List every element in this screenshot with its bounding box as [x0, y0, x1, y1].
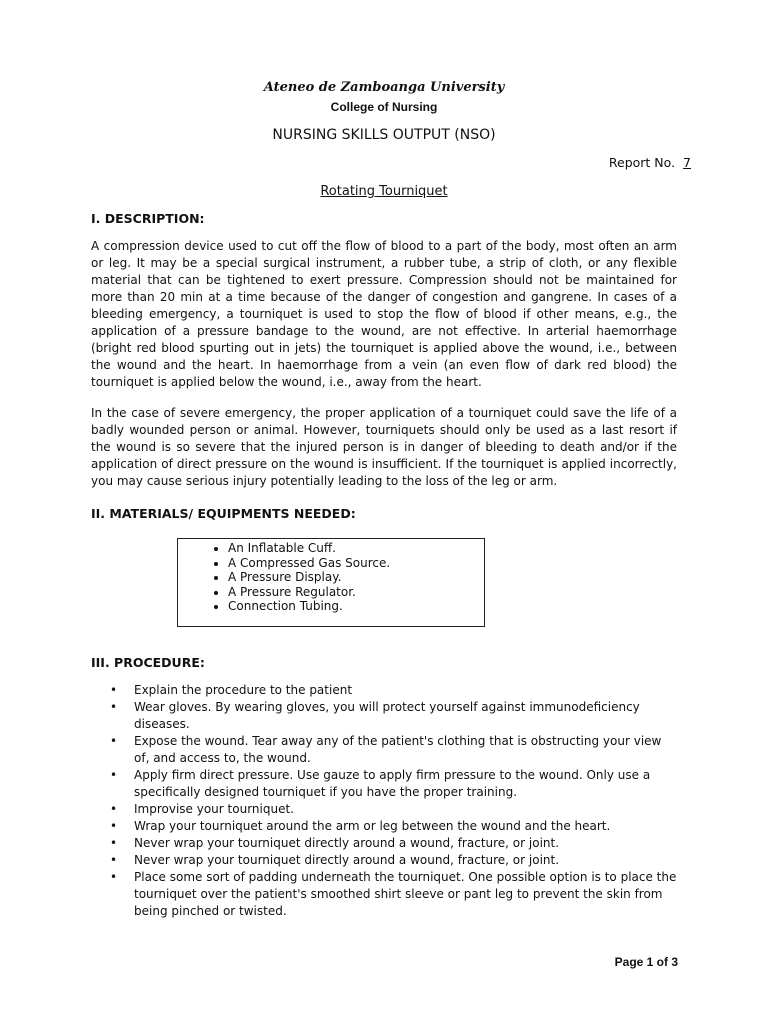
procedure-list — [134, 682, 679, 920]
description-paragraph-1: A compression device used to cut off the flow of blood to a part of the body, most often an arm or leg. It may be a special surgical instrument, a rubber tube, a strip of cloth, or any flexible material that can be tightened to exert pressure. Compression should not be maintained for more than 20 min at a time because of the danger of congestion and gangrene. In cases of a bleeding emergency, a tourniquet is used to stop the flow of blood if other means, e.g., the application of a pressure bandage to the wound, are not effective. In arterial haemorrhage (bright red blood spurting out in jets) the tourniquet is applied above the wound, i.e., between the wound and the heart. In haemorrhage from a vein (an even flow of dark red blood) the tourniquet is applied below the wound, i.e., away from the heart. — [91, 239, 677, 389]
procedure-step: • Place some sort of padding underneath the tourniquet. One possible option is to place the tourniquet over the patient's smoothed shirt sleeve or pant leg to prevent the skin from being pinched or twisted. — [134, 869, 679, 920]
materials-heading: II. MATERIALS/ EQUIPMENTS NEEDED: — [91, 506, 356, 521]
materials-item: • Connection Tubing. — [228, 599, 484, 614]
procedure-step: • Explain the procedure to the patient — [134, 682, 679, 699]
report-label: Report No. — [608, 155, 676, 170]
procedure-step: • Wrap your tourniquet around the arm or leg between the wound and the heart. — [134, 818, 679, 835]
materials-item: • A Pressure Display. — [228, 570, 484, 585]
materials-box — [177, 538, 485, 627]
college-name: College of Nursing — [330, 100, 438, 114]
page-number: Page 1 of 3 — [614, 955, 678, 969]
materials-item: • An Inflatable Cuff. — [228, 541, 484, 556]
procedure-step: • Never wrap your tourniquet directly around a wound, fracture, or joint. — [134, 852, 679, 869]
materials-item: • A Pressure Regulator. — [228, 585, 484, 600]
materials-list — [178, 539, 484, 614]
document-title: NURSING SKILLS OUTPUT (NSO) — [272, 127, 496, 143]
procedure-step: • Never wrap your tourniquet directly around a wound, fracture, or joint. — [134, 835, 679, 852]
procedure-step: • Apply firm direct pressure. Use gauze to apply firm pressure to the wound. Only use a specifically designed tourniquet if you have the proper training. — [134, 767, 679, 801]
report-number-line — [609, 155, 691, 170]
materials-item: • A Compressed Gas Source. — [228, 556, 484, 571]
report-number: 7 — [683, 155, 691, 170]
description-heading: I. DESCRIPTION: — [91, 211, 205, 226]
description-paragraph-2: In the case of severe emergency, the proper application of a tourniquet could save the life of a badly wounded person or animal. However, tourniquets should only be used as a last resort if the wound is so severe that the injured person is in danger of bleeding to death and/or if the application of direct pressure on the wound is insufficient. If the tourniquet is applied incorrectly, you may cause serious injury potentially leading to the loss of the leg or arm. — [91, 406, 677, 488]
procedure-step: • Wear gloves. By wearing gloves, you will protect yourself against immunodeficiency diseases. — [134, 699, 679, 733]
procedure-step: • Expose the wound. Tear away any of the patient's clothing that is obstructing your view of, and access to, the wound. — [134, 733, 679, 767]
topic-title: Rotating Tourniquet — [320, 184, 448, 199]
procedure-heading: III. PROCEDURE: — [91, 655, 205, 670]
university-name: Ateneo de Zamboanga University — [263, 80, 505, 95]
procedure-step: • Improvise your tourniquet. — [134, 801, 679, 818]
